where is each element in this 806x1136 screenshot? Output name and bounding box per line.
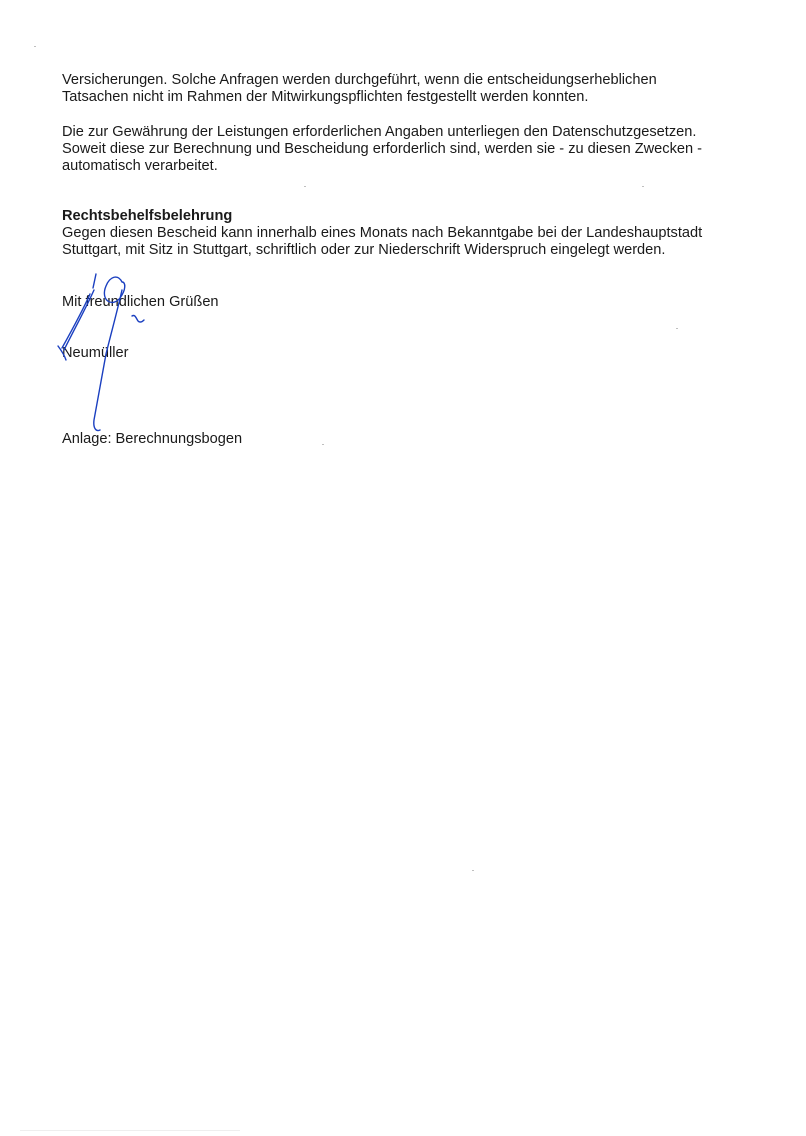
scan-edge <box>20 1130 240 1131</box>
paragraph-line: Die zur Gewährung der Leistungen erforderlichen Angaben unterliegen den Datenschutzgesetzen. <box>62 124 697 140</box>
paragraph-line: Stuttgart, mit Sitz in Stuttgart, schriftlich oder zur Niederschrift Widerspruch eingelegt werden. <box>62 242 666 258</box>
paragraph-line: automatisch verarbeitet. <box>62 158 218 174</box>
scan-speck <box>304 186 306 187</box>
attachment-note: Anlage: Berechnungsbogen <box>62 431 243 447</box>
scan-speck <box>642 186 644 187</box>
paragraph-line: Soweit diese zur Berechnung und Bescheidung erforderlich sind, werden sie - zu diesen Zwecken - <box>62 141 703 157</box>
scan-speck <box>472 870 474 871</box>
signature-stroke <box>93 274 96 288</box>
scan-speck <box>676 328 678 329</box>
signature-stroke <box>132 315 144 322</box>
paragraph-line: Gegen diesen Bescheid kann innerhalb eines Monats nach Bekanntgabe bei der Landeshauptstadt <box>62 225 703 241</box>
legal-notice-heading: Rechtsbehelfsbelehrung <box>62 208 233 224</box>
scan-speck <box>322 444 324 445</box>
paragraph-line: Tatsachen nicht im Rahmen der Mitwirkungspflichten festgestellt werden konnten. <box>62 89 589 105</box>
paragraph-data-protection <box>62 124 752 175</box>
legal-notice <box>62 208 752 259</box>
signer-name: Neumüller <box>62 345 129 361</box>
paragraph-data-inquiries <box>62 72 752 106</box>
paragraph-line: Versicherungen. Solche Anfragen werden durchgeführt, wenn die entscheidungserheblichen <box>62 72 657 88</box>
scan-speck <box>34 46 36 47</box>
closing-salutation: Mit freundlichen Grüßen <box>62 294 219 310</box>
